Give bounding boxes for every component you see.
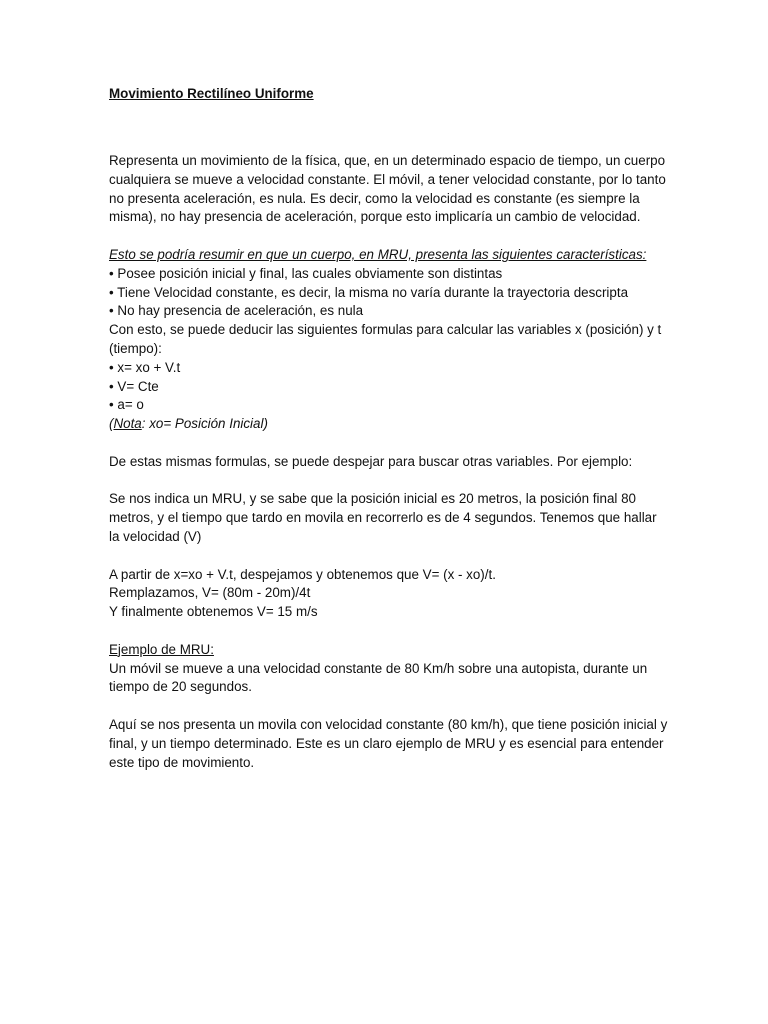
characteristics-list — [109, 265, 669, 321]
note-text: : xo= Posición Inicial) — [141, 416, 268, 432]
despejar-paragraph: De estas mismas formulas, se puede despejar para buscar otras variables. Por ejemplo: — [109, 453, 633, 469]
solution-line: Remplazamos, V= (80m - 20m)/4t — [109, 585, 311, 601]
solution-line: A partir de x=xo + V.t, despejamos y obtenemos que V= (x - xo)/t. — [109, 566, 496, 582]
document-title: Movimiento Rectilíneo Uniforme — [109, 86, 314, 101]
example-text: Un móvil se mueve a una velocidad constante de 80 Km/h sobre una autopista, durante un tiempo de 20 segundos. — [109, 660, 648, 695]
conclusion-paragraph: Aquí se nos presenta un movila con velocidad constante (80 km/h), que tiene posición inicial y final, y un tiempo determinado. Este es un claro ejemplo de MRU y es esencial para entender este tipo de movimiento. — [109, 716, 668, 770]
formula-item: • x= xo + V.t — [109, 359, 669, 378]
list-item: • Posee posición inicial y final, las cuales obviamente son distintas — [109, 265, 669, 284]
solution-line: Y finalmente obtenemos V= 15 m/s — [109, 604, 318, 620]
formulas-list — [109, 359, 669, 415]
intro-paragraph: Representa un movimiento de la física, que, en un determinado espacio de tiempo, un cuerpo cualquiera se mueve a velocidad constante. El móvil, a tener velocidad constante, por lo tanto no presenta aceleración, es nula. Es decir, como la velocidad es constante (es siempre la misma), no hay presencia de aceleración, porque esto implicaría un cambio de velocidad. — [109, 153, 666, 225]
formulas-intro: Con esto, se puede deducir las siguientes formulas para calcular las variables x (posición) y t (tiempo): — [109, 322, 662, 356]
example-block — [109, 641, 669, 697]
list-item: • No hay presencia de aceleración, es nula — [109, 302, 669, 321]
formula-item: • V= Cte — [109, 378, 669, 397]
document-body — [109, 152, 669, 772]
solution-block — [109, 566, 669, 622]
example-heading: Ejemplo de MRU: — [109, 641, 214, 657]
note-open: ( — [109, 416, 114, 432]
note-line — [109, 415, 669, 434]
list-item: • Tiene Velocidad constante, es decir, la misma no varía durante la trayectoria descripta — [109, 284, 669, 303]
formula-item: • a= o — [109, 396, 669, 415]
problem-paragraph: Se nos indica un MRU, y se sabe que la posición inicial es 20 metros, la posición final 80 metros, y el tiempo que tardo en movila en recorrerlo es de 4 segundos. Tenemos que hallar la velocidad (V) — [109, 491, 657, 544]
note-label: Nota — [113, 416, 142, 432]
characteristics-heading: Esto se podría resumir en que un cuerpo, en MRU, presenta las siguientes características: — [109, 246, 647, 262]
